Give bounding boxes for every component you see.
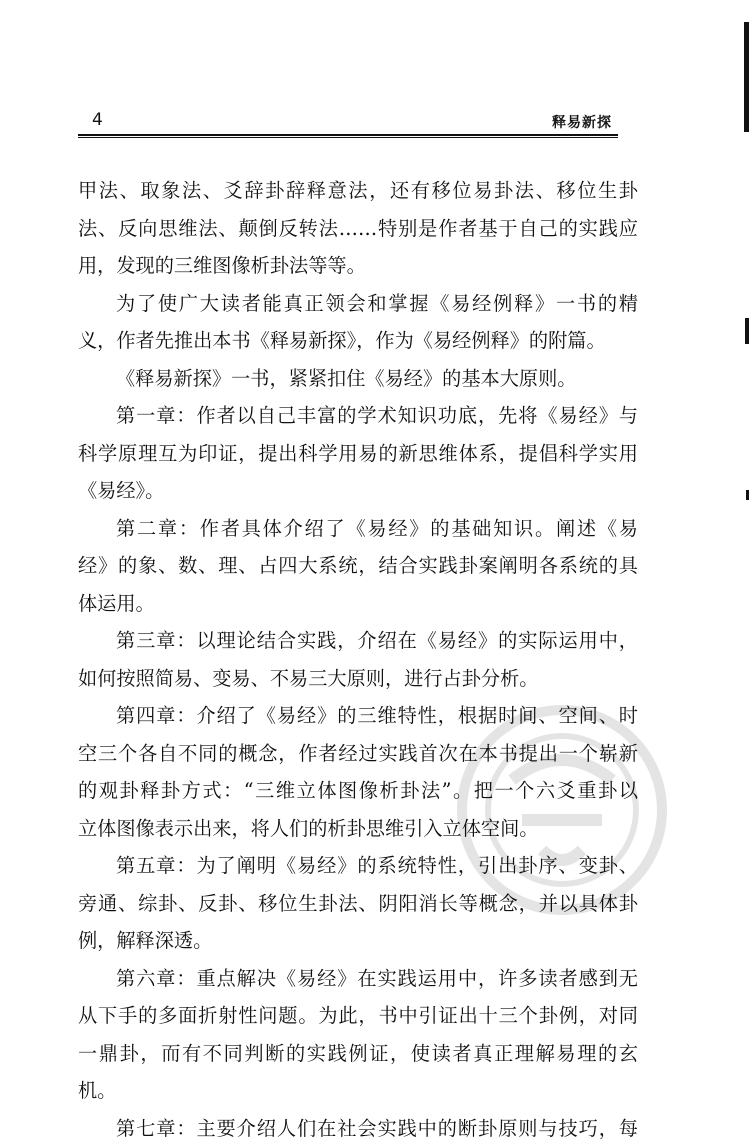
text-line: 第三章：以理论结合实践，介绍在《易经》的实际运用中， bbox=[78, 622, 638, 660]
running-title: 释易新探 bbox=[552, 112, 612, 132]
text-line: 法、反向思维法、颠倒反转法……特别是作者基于自己的实践应 bbox=[78, 210, 638, 248]
text-line: 《易经》。 bbox=[78, 472, 638, 510]
scan-edge-mark bbox=[745, 318, 749, 344]
text-line: 从下手的多面折射性问题。为此，书中引证出十三个卦例，对同 bbox=[78, 997, 638, 1035]
text-line: 例，解释深透。 bbox=[78, 922, 638, 960]
scan-edge-mark bbox=[746, 490, 749, 500]
text-line: 第七章：主要介绍人们在社会实践中的断卦原则与技巧，每 bbox=[78, 1110, 638, 1147]
text-line: 《释易新探》一书，紧紧扣住《易经》的基本大原则。 bbox=[78, 360, 638, 398]
text-line: 体运用。 bbox=[78, 585, 638, 623]
text-line: 的观卦释卦方式：“三维立体图像析卦法”。把一个六爻重卦以 bbox=[78, 772, 638, 810]
text-line: 第一章：作者以自己丰富的学术知识功底，先将《易经》与 bbox=[78, 397, 638, 435]
text-line: 第四章：介绍了《易经》的三维特性，根据时间、空间、时 bbox=[78, 697, 638, 735]
text-line: 用，发现的三维图像析卦法等等。 bbox=[78, 247, 638, 285]
text-line: 第六章：重点解决《易经》在实践运用中，许多读者感到无 bbox=[78, 960, 638, 998]
text-line: 第二章：作者具体介绍了《易经》的基础知识。阐述《易 bbox=[78, 510, 638, 548]
page-number: 4 bbox=[92, 110, 103, 130]
text-line: 第五章：为了阐明《易经》的系统特性，引出卦序、变卦、 bbox=[78, 847, 638, 885]
text-line: 科学原理互为印证，提出科学用易的新思维体系，提倡科学实用 bbox=[78, 435, 638, 473]
scan-edge-mark bbox=[744, 22, 749, 132]
text-line: 经》的象、数、理、占四大系统，结合实践卦案阐明各系统的具 bbox=[78, 547, 638, 585]
text-line: 一鼎卦，而有不同判断的实践例证，使读者真正理解易理的玄 bbox=[78, 1035, 638, 1073]
text-line: 机。 bbox=[78, 1072, 638, 1110]
text-line: 空三个各自不同的概念，作者经过实践首次在本书提出一个崭新 bbox=[78, 735, 638, 773]
text-line: 如何按照简易、变易、不易三大原则，进行占卦分析。 bbox=[78, 660, 638, 698]
body-text bbox=[78, 172, 638, 1147]
text-line: 旁通、综卦、反卦、移位生卦法、阴阳消长等概念，并以具体卦 bbox=[78, 885, 638, 923]
header-rule bbox=[78, 134, 618, 138]
page-header bbox=[78, 104, 618, 134]
text-line: 甲法、取象法、爻辞卦辞释意法，还有移位易卦法、移位生卦 bbox=[78, 172, 638, 210]
text-line: 立体图像表示出来，将人们的析卦思维引入立体空间。 bbox=[78, 810, 638, 848]
text-line: 为了使广大读者能真正领会和掌握《易经例释》一书的精 bbox=[78, 285, 638, 323]
text-line: 义，作者先推出本书《释易新探》，作为《易经例释》的附篇。 bbox=[78, 322, 638, 360]
